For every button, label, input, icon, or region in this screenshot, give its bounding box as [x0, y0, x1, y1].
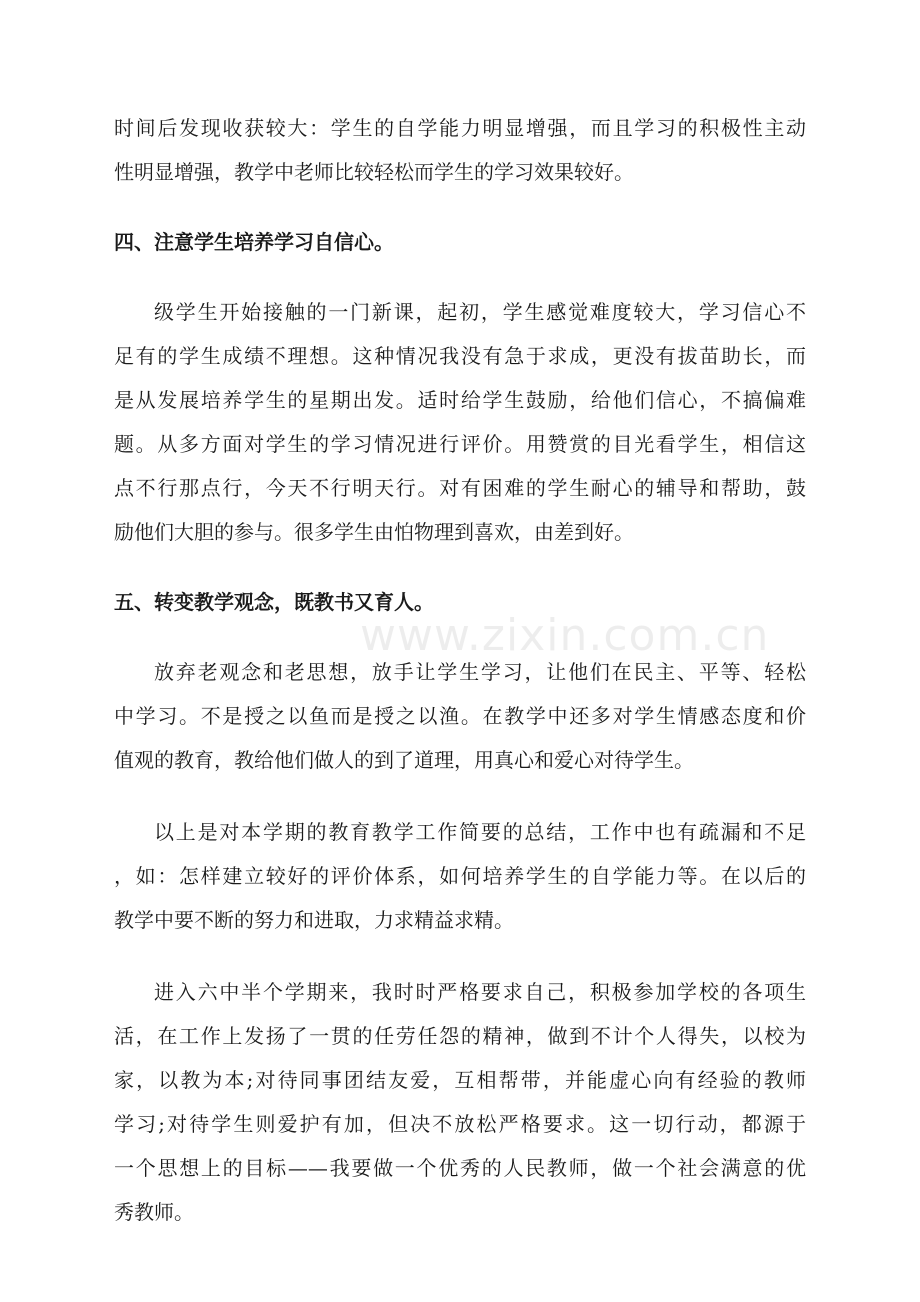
paragraph-confidence: [114, 290, 806, 554]
text-line: 教学中要不断的努力和进取，力求精益求精。: [114, 908, 514, 932]
text-line: 进入六中半个学期来，我时时严格要求自己，积极参加学校的各项生: [154, 980, 806, 1004]
text-line: ，如：怎样建立较好的评价体系，如何培养学生的自学能力等。在以后的: [114, 864, 806, 888]
text-line: 中学习。不是授之以鱼而是授之以渔。在教学中还多对学生情感态度和价: [114, 704, 806, 728]
text-line: 学习;对待学生则爱护有加，但决不放松严格要求。这一切行动，都源于: [114, 1112, 806, 1136]
text-line: 题。从多方面对学生的学习情况进行评价。用赞赏的目光看学生，相信这: [114, 432, 806, 456]
text-line: 值观的教育，教给他们做人的到了道理，用真心和爱心对待学生。: [114, 748, 694, 772]
text-line: 以上是对本学期的教育教学工作简要的总结，工作中也有疏漏和不足: [154, 820, 806, 844]
text-line: 秀教师。: [114, 1200, 194, 1224]
paragraph-reflection: [114, 970, 806, 1234]
paragraph-intro-continuation: [114, 106, 806, 194]
document-body: [114, 106, 806, 1234]
text-line: 放弃老观念和老思想，放手让学生学习，让他们在民主、平等、轻松: [154, 660, 806, 684]
text-line: 时间后发现收获较大：学生的自学能力明显增强，而且学习的积极性主动: [114, 116, 806, 140]
paragraph-teaching-concept: [114, 650, 806, 782]
watermark-text: www.zixin.com.cn: [360, 610, 770, 661]
section-heading-four: 四、注意学生培养学习自信心。: [114, 230, 394, 254]
text-line: 级学生开始接触的一门新课，起初，学生感觉难度较大，学习信心不: [154, 300, 806, 324]
text-line: 足有的学生成绩不理想。这种情况我没有急于求成，更没有拔苗助长，而: [114, 344, 806, 368]
section-heading-five: 五、转变教学观念，既教书又育人。: [114, 590, 434, 614]
text-line: 是从发展培养学生的星期出发。适时给学生鼓励，给他们信心，不搞偏难: [114, 388, 806, 412]
text-line: 性明显增强，教学中老师比较轻松而学生的学习效果较好。: [114, 160, 634, 184]
text-line: 点不行那点行，今天不行明天行。对有困难的学生耐心的辅导和帮助，鼓: [114, 476, 806, 500]
text-line: 活，在工作上发扬了一贯的任劳任怨的精神，做到不计个人得失，以校为: [114, 1024, 806, 1048]
paragraph-summary: [114, 810, 806, 942]
text-line: 励他们大胆的参与。很多学生由怕物理到喜欢，由差到好。: [114, 520, 634, 544]
text-line: 家，以教为本;对待同事团结友爱，互相帮带，并能虚心向有经验的教师: [114, 1068, 806, 1092]
text-line: 一个思想上的目标——我要做一个优秀的人民教师，做一个社会满意的优: [114, 1156, 806, 1180]
